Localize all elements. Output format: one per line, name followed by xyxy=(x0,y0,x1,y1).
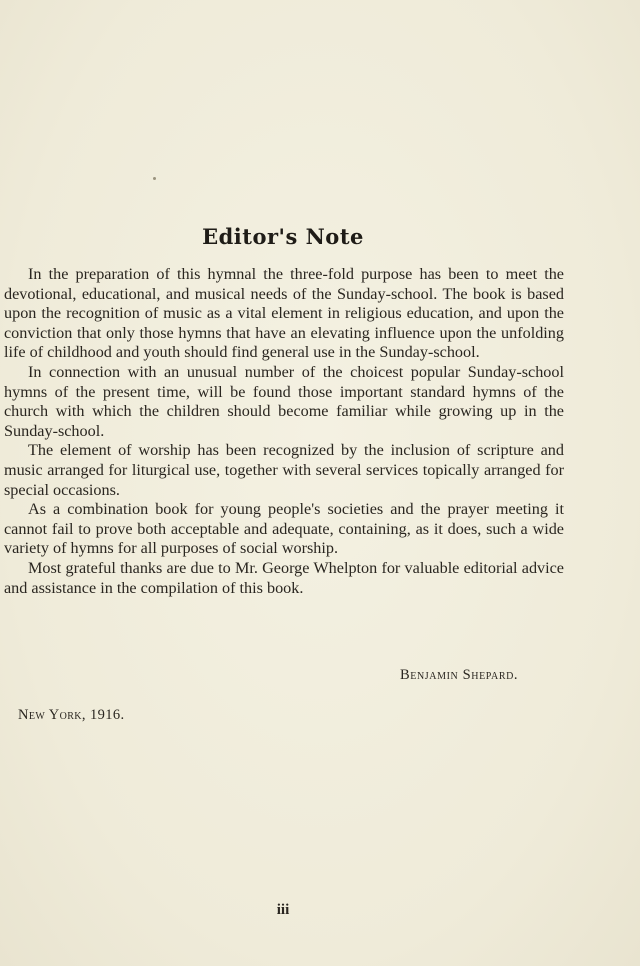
note-body xyxy=(4,265,564,598)
paper-speck xyxy=(153,177,156,180)
paragraph-thanks: Most grateful thanks are due to Mr. George Whelpton for valuable editorial advice and assistance in the compilation of this book. xyxy=(4,558,564,597)
paragraph-purpose: In the preparation of this hymnal the three-fold purpose has been to meet the devotional, educational, and musical needs of the Sunday-school. The book is based upon the recognition of music as a vital element in religious education, and upon the conviction that only those hymns that have an elevating influence upon the unfolding life of childhood and youth should find general use in the Sunday-school. xyxy=(4,265,564,362)
page-number: iii xyxy=(276,902,290,918)
place-date: New York, 1916. xyxy=(18,707,125,723)
signature: Benjamin Shepard. xyxy=(400,667,519,683)
paragraph-worship: The element of worship has been recognized by the inclusion of scripture and music arranged for liturgical use, together with several services topically arranged for special occasions. xyxy=(4,441,564,499)
paragraph-hymns: In connection with an unusual number of the choicest popular Sunday-school hymns of the present time, will be found those important standard hymns of the church with which the children should become familiar while growing up in the Sunday-school. xyxy=(4,362,564,440)
page-title: Editor's Note xyxy=(202,224,364,249)
paragraph-combination: As a combination book for young people's societies and the prayer meeting it cannot fail to prove both acceptable and adequate, containing, as it does, such a wide variety of hymns for all purposes of social worship. xyxy=(4,500,564,558)
